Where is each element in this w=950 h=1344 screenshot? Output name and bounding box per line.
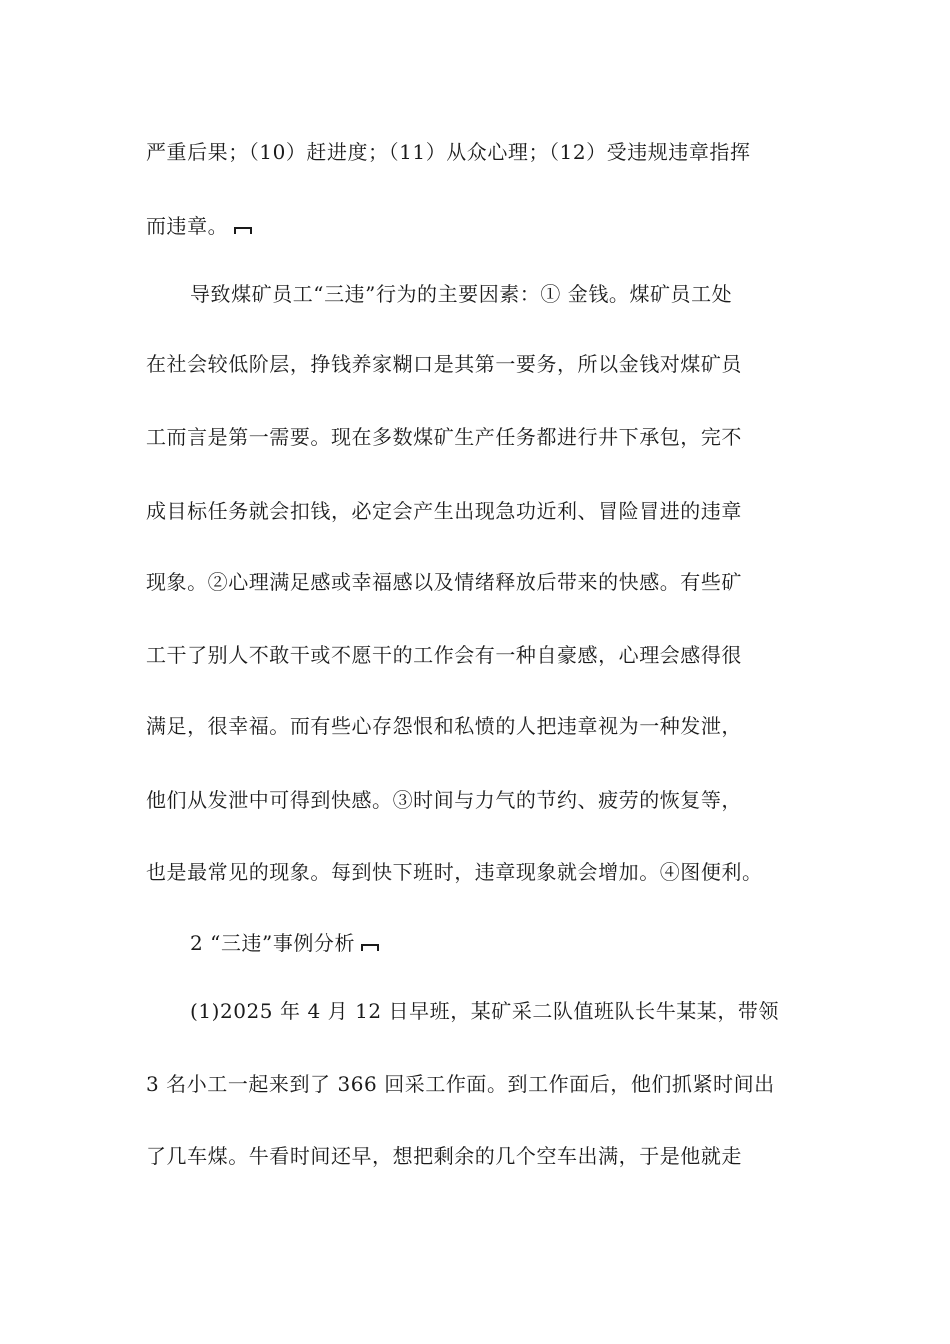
text-line-14: 3 名小工一起来到了 366 回采工作面。到工作面后，他们抓紧时间出: [146, 1072, 775, 1096]
text-line-6: 成目标任务就会扣钱，必定会产生出现急功近利、冒险冒进的违章: [146, 499, 742, 523]
text-line-7: 现象。②心理满足感或幸福感以及情绪释放后带来的快感。有些矿: [146, 570, 742, 594]
section-heading-text: 2 “三违”事例分析: [190, 931, 356, 955]
text-line-10: 他们从发泄中可得到快感。③时间与力气的节约、疲劳的恢复等，: [146, 788, 742, 812]
paragraph-mark-icon: [234, 227, 252, 234]
paragraph-mark-icon: [361, 944, 379, 951]
text-line-2: [146, 214, 252, 238]
text-line-5: 工而言是第一需要。现在多数煤矿生产任务都进行井下承包，完不: [146, 425, 742, 449]
text-line-3: 导致煤矿员工“三违”行为的主要因素：① 金钱。煤矿员工处: [190, 282, 733, 306]
text-line-13: (1)2025 年 4 月 12 日早班，某矿采二队值班队长牛某某，带领: [190, 999, 779, 1023]
section-heading: [190, 931, 379, 955]
text-line-15: 了几车煤。牛看时间还早，想把剩余的几个空车出满，于是他就走: [146, 1144, 742, 1168]
text-line-2-content: 而违章。: [146, 214, 229, 238]
text-line-1: 严重后果；（10）赶进度；（11）从众心理；（12）受违规违章指挥: [146, 140, 751, 164]
text-line-4: 在社会较低阶层，挣钱养家糊口是其第一要务，所以金钱对煤矿员: [146, 352, 742, 376]
text-line-9: 满足，很幸福。而有些心存怨恨和私愤的人把违章视为一种发泄，: [146, 714, 742, 738]
text-line-11: 也是最常见的现象。每到快下班时，违章现象就会增加。④图便利。: [146, 860, 763, 884]
text-line-8: 工干了别人不敢干或不愿干的工作会有一种自豪感，心理会感得很: [146, 643, 742, 667]
